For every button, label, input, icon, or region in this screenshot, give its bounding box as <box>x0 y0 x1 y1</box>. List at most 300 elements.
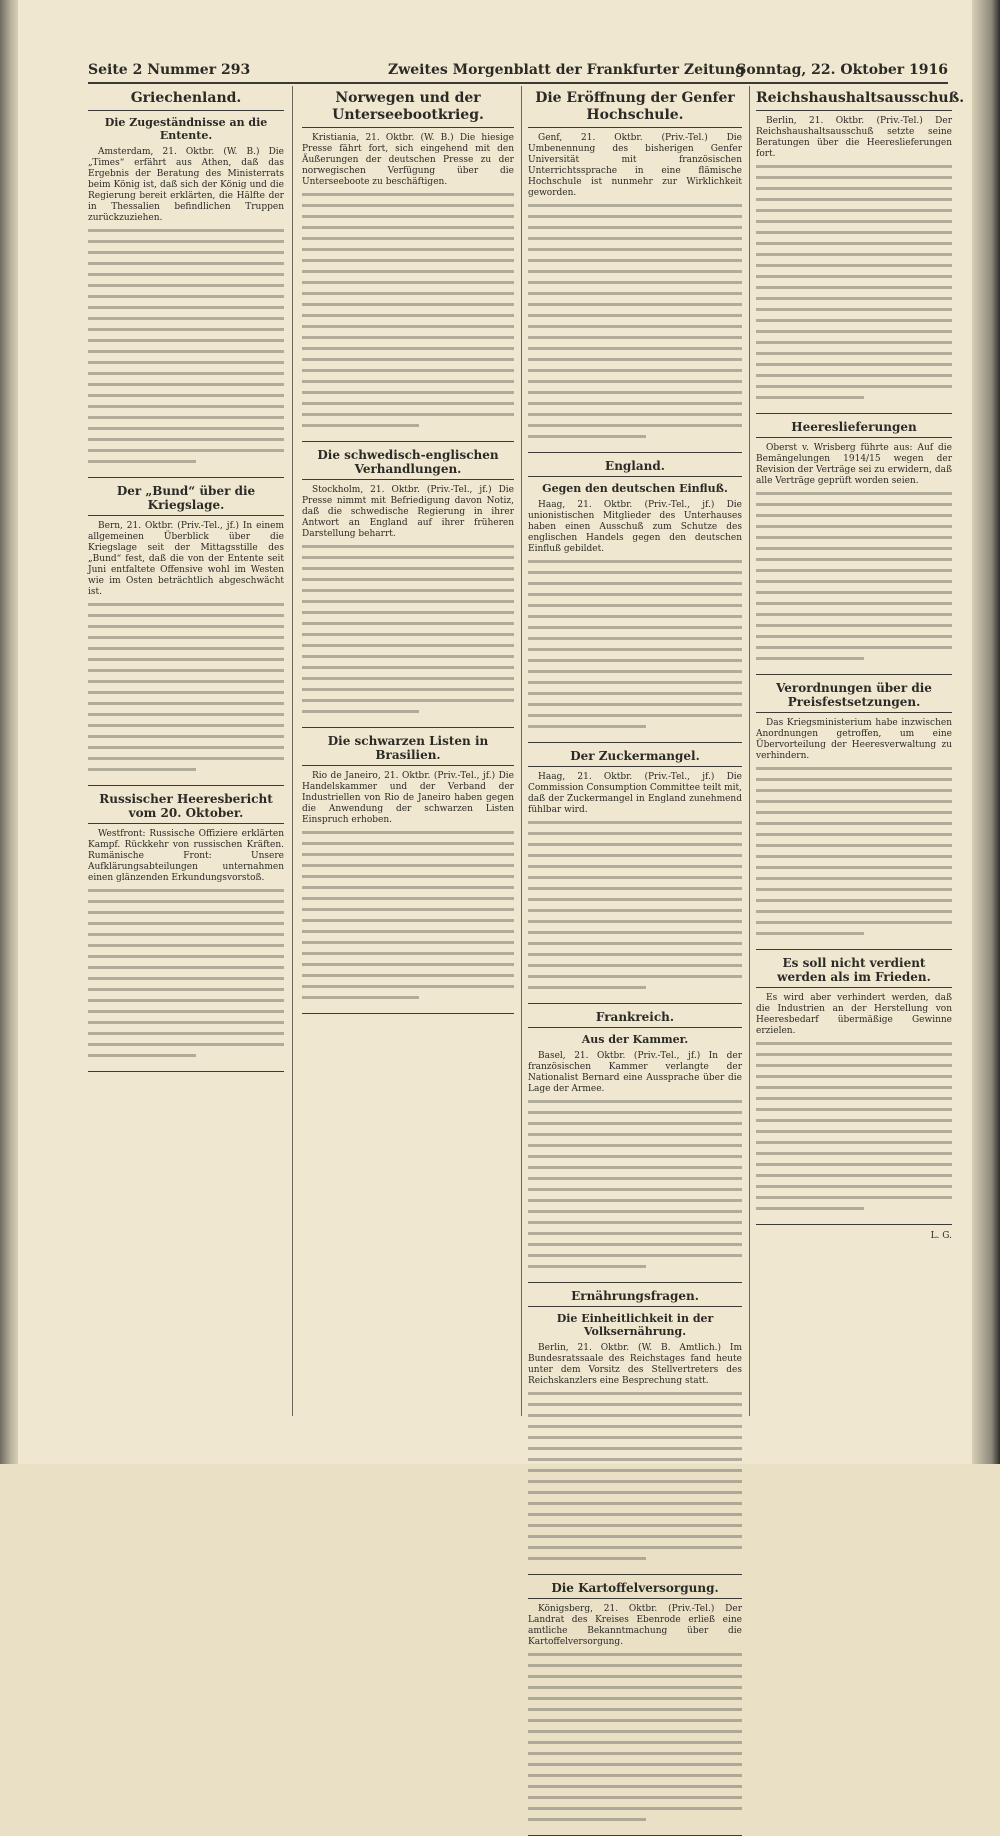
article-text: Das Kriegsministerium habe inzwischen Anordnungen getroffen, um eine Übervorteilung der Heeresverwaltung zu verhindern. <box>756 718 952 761</box>
text-line <box>302 864 514 875</box>
text-line <box>88 229 284 240</box>
text-line <box>528 1144 742 1155</box>
text-line <box>302 303 514 314</box>
text-line <box>88 438 284 449</box>
article-headline: Der Zuckermangel. <box>528 749 742 767</box>
article-headline: Es soll nicht verdient werden als im Frieden. <box>756 956 952 988</box>
text-line <box>88 1054 196 1065</box>
article-headline: Norwegen und der Unterseebootkrieg. <box>302 90 514 128</box>
text-line <box>528 1480 742 1491</box>
article-text: Es wird aber verhindert werden, daß die Industrien an der Herstellung von Heeresbedarf übermäßige Gewinne erzielen. <box>756 993 952 1036</box>
text-line <box>528 1177 742 1188</box>
column-rule <box>749 86 750 1416</box>
column-1 <box>88 86 284 1416</box>
text-line <box>302 831 514 842</box>
text-line <box>88 768 196 779</box>
text-line <box>528 369 742 380</box>
text-line <box>528 1818 646 1829</box>
text-line <box>88 328 284 339</box>
text-line <box>528 358 742 369</box>
text-line <box>302 567 514 578</box>
text-line <box>88 889 284 900</box>
masthead <box>88 60 948 84</box>
text-line <box>528 898 742 909</box>
text-line <box>302 556 514 567</box>
text-line <box>88 636 284 647</box>
article-separator <box>528 1282 742 1283</box>
text-line <box>756 635 952 646</box>
article-headline: Frankreich. <box>528 1010 742 1028</box>
text-line <box>88 394 284 405</box>
text-line <box>528 1535 742 1546</box>
text-line <box>528 1392 742 1403</box>
text-line <box>88 416 284 427</box>
text-line <box>302 952 514 963</box>
text-line <box>88 702 284 713</box>
text-line <box>528 1774 742 1785</box>
text-line <box>756 374 952 385</box>
text-line <box>756 308 952 319</box>
text-line <box>528 560 742 571</box>
text-line <box>756 385 952 396</box>
text-line <box>528 670 742 681</box>
text-line <box>88 922 284 933</box>
article-headline: Russischer Heeresbericht vom 20. Oktober. <box>88 792 284 824</box>
text-line <box>88 647 284 658</box>
text-line <box>756 657 864 668</box>
text-line <box>528 325 742 336</box>
text-line <box>528 692 742 703</box>
article-separator <box>302 1013 514 1014</box>
text-line <box>528 391 742 402</box>
column-rule <box>521 86 522 1416</box>
article-text: Königsberg, 21. Oktbr. (Priv.-Tel.) Der Landrat des Kreises Ebenrode erließ eine amtliche Bekanntmachung über die Kartoffelversorgung. <box>528 1604 742 1647</box>
text-line <box>528 1243 742 1254</box>
text-line <box>302 237 514 248</box>
article-text: Bern, 21. Oktbr. (Priv.-Tel., jf.) In einem allgemeinen Überblick über die Kriegslage seit der Mittagsstille des „Bund“ fest, daß die von der Entente seit Juni entfaltete Offensive wohl im Westen wie im Osten beträchtlich abgeschwächt ist. <box>88 521 284 597</box>
article-separator <box>528 1003 742 1004</box>
text-line <box>302 402 514 413</box>
article-headline: England. <box>528 459 742 477</box>
article-text: Genf, 21. Oktbr. (Priv.-Tel.) Die Umbenennung des bisherigen Genfer Universität mit französischen Unterrichtssprache in eine flämische Hochschule ist nunmehr zur Wirklichkeit geworden. <box>528 133 742 198</box>
text-line <box>528 1491 742 1502</box>
text-line <box>756 352 952 363</box>
article-text: Stockholm, 21. Oktbr. (Priv.-Tel., jf.) Die Presse nimmt mit Befriedigung davon Notiz, daß die schwedische Regierung in ihrer Antwort an England auf ihrer früheren Darstellung beharrt. <box>302 485 514 539</box>
text-line <box>88 251 284 262</box>
page-binding <box>0 0 18 1464</box>
text-line <box>302 391 514 402</box>
text-line <box>756 767 952 778</box>
text-line <box>528 1414 742 1425</box>
text-line <box>302 996 419 1007</box>
text-line <box>756 1207 864 1218</box>
text-line <box>88 900 284 911</box>
text-line <box>302 644 514 655</box>
text-line <box>528 270 742 281</box>
text-line <box>756 525 952 536</box>
text-line <box>528 281 742 292</box>
text-line <box>88 339 284 350</box>
text-line <box>528 1730 742 1741</box>
text-line <box>88 999 284 1010</box>
text-line <box>528 248 742 259</box>
text-line <box>756 1152 952 1163</box>
text-line <box>88 746 284 757</box>
newspaper-title: Zweites Morgenblatt der Frankfurter Zeitung <box>388 62 745 78</box>
text-line <box>528 571 742 582</box>
text-line <box>528 843 742 854</box>
text-line <box>756 231 952 242</box>
article-text: Oberst v. Wrisberg führte aus: Auf die Bemängelungen 1914/15 wegen der Revision der Verträge sei zu erwidern, daß alle Verträge geprüft worden seien. <box>756 443 952 486</box>
text-line <box>756 176 952 187</box>
article-headline: Die Kartoffelversorgung. <box>528 1581 742 1599</box>
text-line <box>302 611 514 622</box>
text-line <box>528 1719 742 1730</box>
text-line <box>302 578 514 589</box>
text-line <box>756 1075 952 1086</box>
text-line <box>88 691 284 702</box>
text-line <box>302 248 514 259</box>
text-line <box>528 1785 742 1796</box>
article-separator <box>88 785 284 786</box>
article-separator <box>756 949 952 950</box>
text-line <box>528 380 742 391</box>
text-line <box>528 1686 742 1697</box>
text-line <box>756 209 952 220</box>
text-line <box>528 1502 742 1513</box>
text-line <box>756 1163 952 1174</box>
text-line <box>302 633 514 644</box>
text-line <box>528 1557 646 1568</box>
text-line <box>528 314 742 325</box>
article-text: Rio de Janeiro, 21. Oktbr. (Priv.-Tel., jf.) Die Handelskammer und der Verband der Industriellen von Rio de Janeiro haben gegen die Anwendung der schwarzen Listen Einspruch erhoben. <box>302 771 514 825</box>
text-line <box>528 435 646 446</box>
article-headline: Die Eröffnung der Genfer Hochschule. <box>528 90 742 128</box>
text-line <box>528 626 742 637</box>
text-line <box>88 1043 284 1054</box>
text-line <box>756 591 952 602</box>
article-headline: Griechenland. <box>88 90 284 111</box>
text-line <box>88 988 284 999</box>
text-line <box>756 800 952 811</box>
text-line <box>528 920 742 931</box>
text-line <box>528 1265 646 1276</box>
text-line <box>528 681 742 692</box>
text-line <box>756 220 952 231</box>
text-line <box>88 955 284 966</box>
text-line <box>302 853 514 864</box>
text-line <box>528 1166 742 1177</box>
text-line <box>302 292 514 303</box>
text-line <box>528 1697 742 1708</box>
text-line <box>88 977 284 988</box>
text-line <box>756 264 952 275</box>
text-line <box>528 615 742 626</box>
text-line <box>528 953 742 964</box>
text-line <box>302 259 514 270</box>
article-separator <box>302 727 514 728</box>
text-line <box>528 1425 742 1436</box>
article-subheadline: Gegen den deutschen Einfluß. <box>542 482 728 495</box>
text-line <box>756 877 952 888</box>
text-line <box>756 253 952 264</box>
article-separator <box>528 1574 742 1575</box>
text-line <box>302 699 514 710</box>
text-line <box>302 545 514 556</box>
text-line <box>528 876 742 887</box>
text-line <box>88 262 284 273</box>
text-line <box>528 648 742 659</box>
text-line <box>528 336 742 347</box>
text-line <box>756 602 952 613</box>
text-line <box>88 383 284 394</box>
text-line <box>88 658 284 669</box>
text-line <box>756 580 952 591</box>
page-edge <box>972 0 1000 1464</box>
text-line <box>756 341 952 352</box>
text-line <box>756 198 952 209</box>
text-line <box>88 405 284 416</box>
text-line <box>88 317 284 328</box>
text-line <box>756 319 952 330</box>
issue-date: Sonntag, 22. Oktober 1916 <box>736 62 948 78</box>
text-line <box>302 875 514 886</box>
text-line <box>88 295 284 306</box>
article-text: Berlin, 21. Oktbr. (W. B. Amtlich.) Im Bundesratssaale des Reichstages fand heute unter dem Vorsitz des Stellvertreters des Reichskanzlers eine Besprechung statt. <box>528 1343 742 1386</box>
column-rule <box>292 86 293 1416</box>
article-headline: Die schwarzen Listen in Brasilien. <box>302 734 514 766</box>
article-headline: Die schwedisch-englischen Verhandlungen. <box>302 448 514 480</box>
text-line <box>302 622 514 633</box>
text-line <box>88 427 284 438</box>
text-line <box>756 833 952 844</box>
text-line <box>528 1708 742 1719</box>
column-3 <box>528 86 742 1647</box>
text-line <box>88 625 284 636</box>
text-line <box>88 1032 284 1043</box>
text-line <box>756 1064 952 1075</box>
article-separator <box>756 1224 952 1225</box>
text-line <box>302 963 514 974</box>
text-line <box>756 624 952 635</box>
text-line <box>302 380 514 391</box>
text-line <box>528 1111 742 1122</box>
text-line <box>528 1524 742 1535</box>
text-line <box>302 710 419 721</box>
text-line <box>756 547 952 558</box>
text-line <box>302 358 514 369</box>
text-line <box>528 259 742 270</box>
text-line <box>88 361 284 372</box>
text-line <box>88 757 284 768</box>
text-line <box>756 503 952 514</box>
article-headline: Verordnungen über die Preisfestsetzungen. <box>756 681 952 713</box>
text-line <box>88 273 284 284</box>
text-line <box>528 832 742 843</box>
text-line <box>756 932 864 943</box>
text-line <box>756 1097 952 1108</box>
text-line <box>528 1155 742 1166</box>
text-line <box>756 514 952 525</box>
text-line <box>528 986 646 997</box>
text-line <box>88 603 284 614</box>
text-line <box>528 714 742 725</box>
text-line <box>756 492 952 503</box>
text-line <box>528 1221 742 1232</box>
text-line <box>302 226 514 237</box>
text-line <box>528 1122 742 1133</box>
text-line <box>302 281 514 292</box>
text-line <box>88 966 284 977</box>
article-text: Haag, 21. Oktbr. (Priv.-Tel., jf.) Die Commission Consumption Committee teilt mit, daß der Zuckermangel in England zunehmend fühlbar wird. <box>528 772 742 815</box>
text-line <box>528 1513 742 1524</box>
text-line <box>528 821 742 832</box>
text-line <box>302 369 514 380</box>
text-line <box>528 1807 742 1818</box>
text-line <box>756 330 952 341</box>
text-line <box>528 854 742 865</box>
text-line <box>302 677 514 688</box>
article-text: Kristiania, 21. Oktbr. (W. B.) Die hiesige Presse fährt fort, sich eingehend mit den Äußerungen der deutschen Presse zu der norwegischen Verfügung über die Unterseeboote zu beschäftigen. <box>302 133 514 187</box>
text-line <box>756 363 952 374</box>
text-line <box>88 350 284 361</box>
text-line <box>302 886 514 897</box>
text-line <box>756 286 952 297</box>
text-line <box>528 1100 742 1111</box>
text-line <box>88 306 284 317</box>
text-line <box>756 569 952 580</box>
text-line <box>528 1133 742 1144</box>
text-line <box>302 842 514 853</box>
text-line <box>528 1741 742 1752</box>
text-line <box>528 1796 742 1807</box>
text-line <box>756 1119 952 1130</box>
text-line <box>302 897 514 908</box>
text-line <box>528 1403 742 1414</box>
article-separator <box>88 1071 284 1072</box>
text-line <box>528 303 742 314</box>
text-line <box>756 242 952 253</box>
text-line <box>528 1232 742 1243</box>
text-line <box>88 713 284 724</box>
text-line <box>528 226 742 237</box>
text-line <box>302 314 514 325</box>
text-line <box>528 604 742 615</box>
text-line <box>528 413 742 424</box>
text-line <box>756 558 952 569</box>
text-line <box>528 1447 742 1458</box>
text-line <box>88 1010 284 1021</box>
text-line <box>528 1199 742 1210</box>
text-line <box>756 778 952 789</box>
page-number-issue: Seite 2 Nummer 293 <box>88 62 251 78</box>
text-line <box>302 336 514 347</box>
text-line <box>756 866 952 877</box>
article-text: Amsterdam, 21. Oktbr. (W. B.) Die „Times“ erfährt aus Athen, daß das Ergebnis der Beratung des Ministerrats beim König ist, daß sich der König und die Regierung bereit erklärten, die Hälfte der in Thessalien befindlichen Truppen zurückzuziehen. <box>88 147 284 223</box>
text-line <box>528 1469 742 1480</box>
column-4 <box>756 86 965 1416</box>
text-line <box>88 372 284 383</box>
text-line <box>756 1196 952 1207</box>
text-line <box>756 811 952 822</box>
text-line <box>756 1174 952 1185</box>
article-text: Westfront: Russische Offiziere erklärten Kampf. Rückkehr von russischen Kräften. Rumänische Front: Unsere Aufklärungsabteilungen unternahmen einen glänzenden Erkundungsvorstoß. <box>88 829 284 883</box>
text-line <box>756 921 952 932</box>
column-2 <box>302 86 514 1416</box>
text-line <box>302 204 514 215</box>
text-line <box>528 424 742 435</box>
text-line <box>756 1053 952 1064</box>
text-line <box>528 725 646 736</box>
text-line <box>756 1086 952 1097</box>
text-line <box>756 646 952 657</box>
text-line <box>528 887 742 898</box>
text-line <box>302 688 514 699</box>
text-line <box>528 402 742 413</box>
text-line <box>302 325 514 336</box>
text-line <box>302 985 514 996</box>
text-line <box>88 1021 284 1032</box>
text-line <box>302 919 514 930</box>
text-line <box>88 669 284 680</box>
text-line <box>528 1210 742 1221</box>
text-line <box>528 975 742 986</box>
text-line <box>756 1042 952 1053</box>
text-line <box>756 1185 952 1196</box>
text-line <box>528 1254 742 1265</box>
text-line <box>756 899 952 910</box>
text-line <box>302 666 514 677</box>
text-line <box>528 931 742 942</box>
text-line <box>528 1763 742 1774</box>
text-line <box>528 909 742 920</box>
text-line <box>88 284 284 295</box>
text-line <box>528 1664 742 1675</box>
text-line <box>302 589 514 600</box>
text-line <box>528 1752 742 1763</box>
text-line <box>528 593 742 604</box>
text-line <box>756 844 952 855</box>
text-line <box>528 292 742 303</box>
text-line <box>756 275 952 286</box>
text-line <box>756 1130 952 1141</box>
text-line <box>88 933 284 944</box>
article-text: Berlin, 21. Oktbr. (Priv.-Tel.) Der Reichshaushaltsausschuß setzte seine Beratungen über die Heereslieferungen fort. <box>756 116 952 159</box>
article-headline: Reichshaushaltsausschuß. <box>756 90 952 111</box>
article-text: Basel, 21. Oktbr. (Priv.-Tel., jf.) In der französischen Kammer verlangte der Nationalist Bernard eine Aussprache über die Lage der Armee. <box>528 1051 742 1094</box>
text-line <box>756 613 952 624</box>
text-line <box>88 680 284 691</box>
article-headline: Ernährungsfragen. <box>528 1289 742 1307</box>
text-line <box>302 215 514 226</box>
text-line <box>302 347 514 358</box>
text-line <box>528 1458 742 1469</box>
author-signature: L. G. <box>930 1231 952 1241</box>
text-line <box>302 600 514 611</box>
text-line <box>756 165 952 176</box>
text-line <box>528 1653 742 1664</box>
text-line <box>528 215 742 226</box>
article-subheadline: Die Zugeständnisse an die Entente. <box>104 116 268 142</box>
text-line <box>528 1546 742 1557</box>
text-line <box>88 911 284 922</box>
text-line <box>302 193 514 204</box>
text-line <box>528 942 742 953</box>
text-line <box>528 582 742 593</box>
text-line <box>756 888 952 899</box>
text-line <box>528 347 742 358</box>
text-line <box>302 270 514 281</box>
